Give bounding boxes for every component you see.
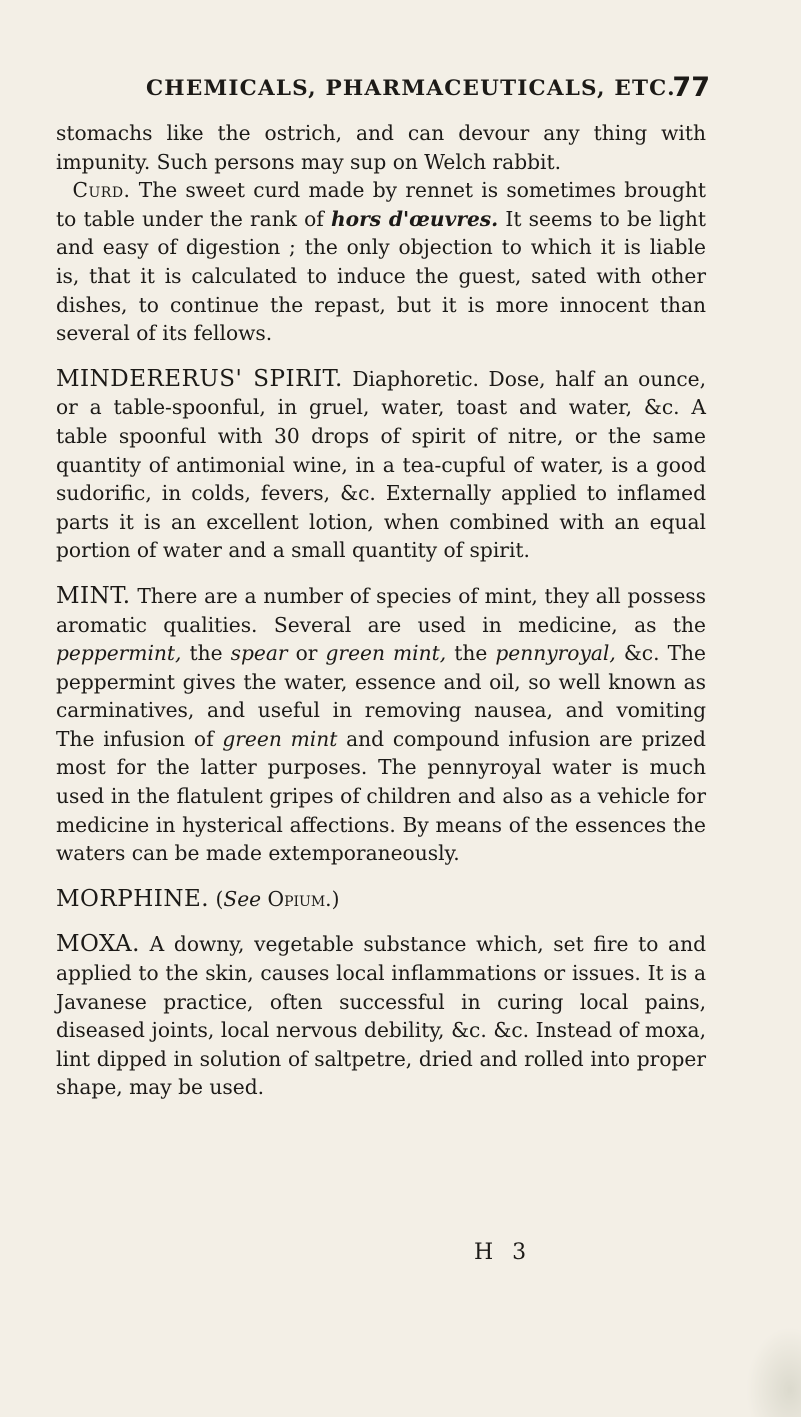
entry-mint-italic-2: spear bbox=[230, 641, 288, 666]
entry-curd bbox=[56, 176, 706, 348]
entry-morphine-open: ( bbox=[209, 886, 224, 911]
entry-mint-italic-4: pennyroyal, bbox=[495, 641, 616, 666]
entry-moxa-text: A downy, vegetable substance which, set fire to and applied to the skin, causes local inflammations or issues. It is a Javanese practice, often successful in curing local pains, diseased joints, local nervous debility, &c. &c. Instead of moxa, lint dipped in solution of saltpetre, dried and rolled into proper shape, may be used. bbox=[56, 932, 706, 1100]
entry-mint-text-6: and compound infusion are prized most for the latter purposes. The pennyroyal water is much used in the flatulent gripes of children and also as a vehicle for medicine in hysterical affections. By means of the essences the waters can be made extemporaneously. bbox=[56, 726, 706, 866]
entry-curd-italic: hors d'œuvres. bbox=[330, 206, 499, 231]
paragraph-stomachs-text: stomachs like the ostrich, and can devour any thing with impunity. Such persons may sup on Welch rabbit. bbox=[56, 121, 706, 174]
entry-mint bbox=[56, 582, 706, 868]
entry-mindererus bbox=[56, 365, 706, 565]
entry-morphine-see: See bbox=[223, 886, 262, 911]
page-number: 77 bbox=[672, 72, 710, 103]
entry-moxa-head: MOXA. bbox=[56, 931, 140, 958]
entry-morphine bbox=[56, 885, 706, 914]
body-text bbox=[56, 119, 706, 1102]
entry-mint-text-4: the bbox=[446, 641, 496, 666]
entry-mint-italic-1: peppermint, bbox=[56, 641, 182, 666]
entry-mint-italic-3: green mint, bbox=[325, 641, 447, 666]
entry-mint-italic-5: green mint bbox=[222, 726, 338, 751]
running-title: CHEMICALS, PHARMACEUTICALS, ETC. bbox=[146, 76, 676, 101]
entry-mint-text-2: the bbox=[181, 641, 231, 666]
entry-curd-text-2: It seems to be light and easy of digestion ; the only objection to which it is liable is, that it is calculated to induce the guest, sated with other dishes, to continue the repast, but it is more innocent than several of its fellows. bbox=[56, 206, 707, 346]
entry-morphine-head: MORPHINE. bbox=[56, 885, 210, 912]
paragraph-stomachs bbox=[56, 119, 706, 176]
signature-mark: H 3 bbox=[474, 1240, 533, 1265]
entry-curd-head: Curd. bbox=[72, 178, 131, 203]
entry-mint-text-1: There are a number of species of mint, they all possess aromatic qualities. Several are used in medicine, as the bbox=[56, 583, 706, 637]
entry-morphine-ref: Opium. bbox=[261, 886, 332, 911]
entry-mindererus-head: MINDERERUS' SPIRIT. bbox=[56, 365, 343, 392]
entry-curd-text-1: The sweet curd made by rennet is sometimes brought to table under the rank of bbox=[56, 178, 706, 231]
running-head bbox=[140, 72, 710, 110]
entry-mint-text-3: or bbox=[287, 641, 326, 666]
entry-mint-text-5: &c. The peppermint gives the water, essence and oil, so well known as carminatives, and useful in removing nausea, and vomiting The infusion of bbox=[56, 641, 706, 751]
entry-morphine-close: ) bbox=[331, 886, 340, 911]
paper-stain bbox=[746, 1327, 801, 1417]
entry-moxa bbox=[56, 930, 706, 1102]
entry-mindererus-text: Diaphoretic. Dose, half an ounce, or a table-spoonful, in gruel, water, toast and water, &c. A table spoonful with 30 drops of spirit of nitre, or the same quantity of antimonial wine, in a tea-cupful of water, is a good sudorific, in colds, fevers, &c. Externally applied to inflamed parts it is an excellent lotion, when combined with an equal portion of water and a small quantity of spirit. bbox=[56, 366, 706, 563]
entry-mint-head: MINT. bbox=[56, 582, 131, 609]
